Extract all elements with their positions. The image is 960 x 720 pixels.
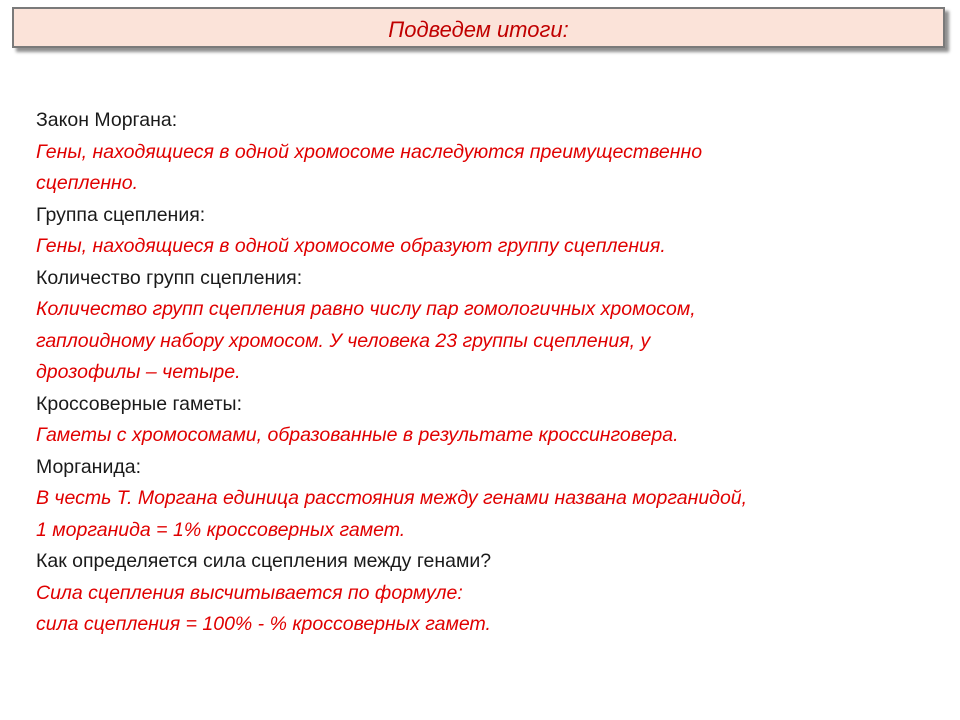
- slide-title: Подведем итоги:: [388, 17, 569, 42]
- summary-content: [36, 105, 936, 641]
- definition-line: дрозофилы – четыре.: [36, 361, 241, 383]
- definition-line: Гены, находящиеся в одной хромосоме наследуются преимущественно: [36, 140, 703, 163]
- definition-line: Гаметы с хромосомами, образованные в результате кроссинговера.: [36, 424, 679, 446]
- term-line: Как определяется сила сцепления между генами?: [36, 550, 492, 572]
- term-line: Группа сцепления:: [36, 203, 206, 226]
- definition-line: Гены, находящиеся в одной хромосоме образуют группу сцепления.: [36, 235, 666, 257]
- definition-line: Количество групп сцепления равно числу пар гомологичных хромосом,: [36, 298, 696, 320]
- definition-line: гаплоидному набору хромосом. У человека 23 группы сцепления, у: [36, 329, 651, 352]
- term-line: Количество групп сцепления:: [36, 266, 303, 289]
- term-line: Закон Моргана:: [36, 109, 178, 131]
- term-line: Кроссоверные гаметы:: [36, 392, 242, 415]
- definition-line: сцепленно.: [36, 172, 139, 194]
- slide-title-bar: [12, 7, 945, 48]
- definition-line: 1 морганида = 1% кроссоверных гамет.: [36, 518, 406, 541]
- definition-line: Сила сцепления высчитывается по формуле:: [36, 581, 463, 604]
- definition-line: В честь Т. Моргана единица расстояния между генами названа морганидой,: [36, 487, 748, 509]
- definition-line: сила сцепления = 100% - % кроссоверных гамет.: [36, 613, 491, 635]
- term-line: Морганида:: [36, 455, 141, 478]
